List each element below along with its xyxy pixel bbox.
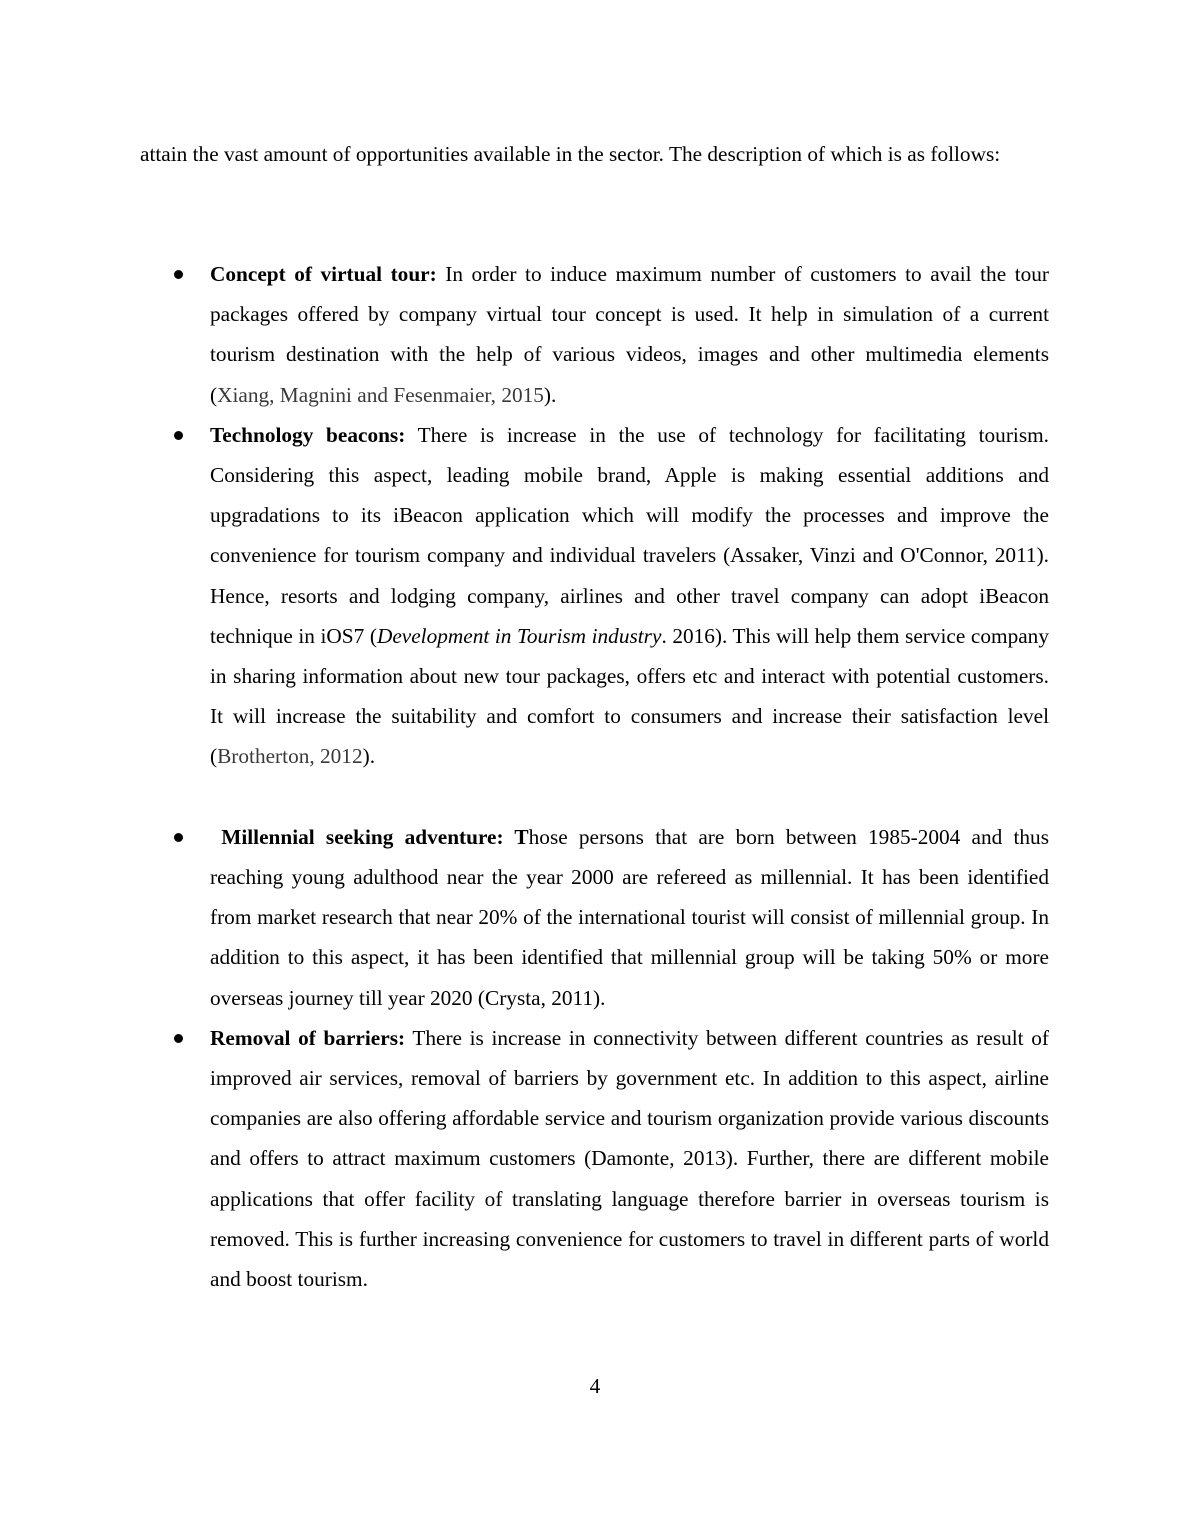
bullet-icon <box>174 1034 183 1043</box>
bullet-body: There is increase in the use of technology for facilitating tourism. Considering this aspect, leading mobile brand, Apple is making essential additions and upgradations to its iBeacon application which will modify the processes and improve the convenience for tourism company and individual travelers (Assaker, Vinzi and O'Connor, 2011). Hence, resorts and lodging company, airlines and other travel company can adopt iBeacon technique in iOS7 ( <box>210 422 1050 648</box>
bullet-icon <box>174 833 183 842</box>
bullet-body: There is increase in connectivity between different countries as result of improved air services, removal of barriers by government etc. In addition to this aspect, airline companies are also offering affordable service and tourism organization provide various discounts and offers to attract maximum customers (Damonte, 2013). Further, there are different mobile applications that offer facility of translating language therefore barrier in overseas tourism is removed. This is further increasing convenience for customers to travel in different parts of world and boost tourism. <box>210 1025 1049 1292</box>
page-number: 4 <box>589 1374 601 1398</box>
bullet-paragraph <box>210 1018 1049 1299</box>
citation: Brotherton, 2012 <box>217 744 363 769</box>
bullet-icon <box>174 270 183 279</box>
bullet-icon <box>174 431 183 440</box>
bullet-heading: Technology beacons: <box>210 422 406 447</box>
intro-paragraph: attain the vast amount of opportunities available in the sector. The description of which is as follows: <box>140 142 1001 166</box>
bullet-heading: Millennial seeking adventure: T <box>210 824 529 849</box>
citation: Xiang, Magnini and Fesenmaier, 2015 <box>217 382 544 407</box>
bullet-body-middle: . 2016). This will help them service company in sharing information about new tour packages, offers etc and interact with potential customers. It will increase the suitability and comfort to consumers and increase their satisfaction level ( <box>210 623 1049 769</box>
bullet-paragraph <box>210 415 1049 777</box>
bullet-list <box>0 254 1190 1299</box>
bullet-body: hose persons that are born between 1985-2004 and thus reaching young adulthood near the year 2000 are refereed as millennial. It has been identified from market research that near 20% of the international tourist will consist of millennial group. In addition to this aspect, it has been identified that millennial group will be taking 50% or more overseas journey till year 2020 (Crysta, 2011). <box>210 824 1049 1010</box>
bullet-heading: Concept of virtual tour: <box>210 262 437 286</box>
bullet-item-technology-beacons <box>0 415 1190 777</box>
bullet-paragraph <box>210 817 1049 1018</box>
italic-source-title: Development in Tourism industry <box>376 623 662 648</box>
bullet-paragraph <box>210 254 1049 415</box>
bullet-item-virtual-tour <box>0 254 1190 415</box>
bullet-body-end: ). <box>543 382 557 407</box>
bullet-item-millennial <box>0 817 1190 1018</box>
bullet-item-removal-of-barriers <box>0 1018 1190 1299</box>
bullet-heading: Removal of barriers: <box>210 1025 406 1050</box>
bullet-body: In order to induce maximum number of customers to avail the tour packages offered by company virtual tour concept is used. It help in simulation of a current tourism destination with the help of various videos, images and other multimedia elements ( <box>210 262 1050 407</box>
bullet-body-end: ). <box>362 744 376 769</box>
